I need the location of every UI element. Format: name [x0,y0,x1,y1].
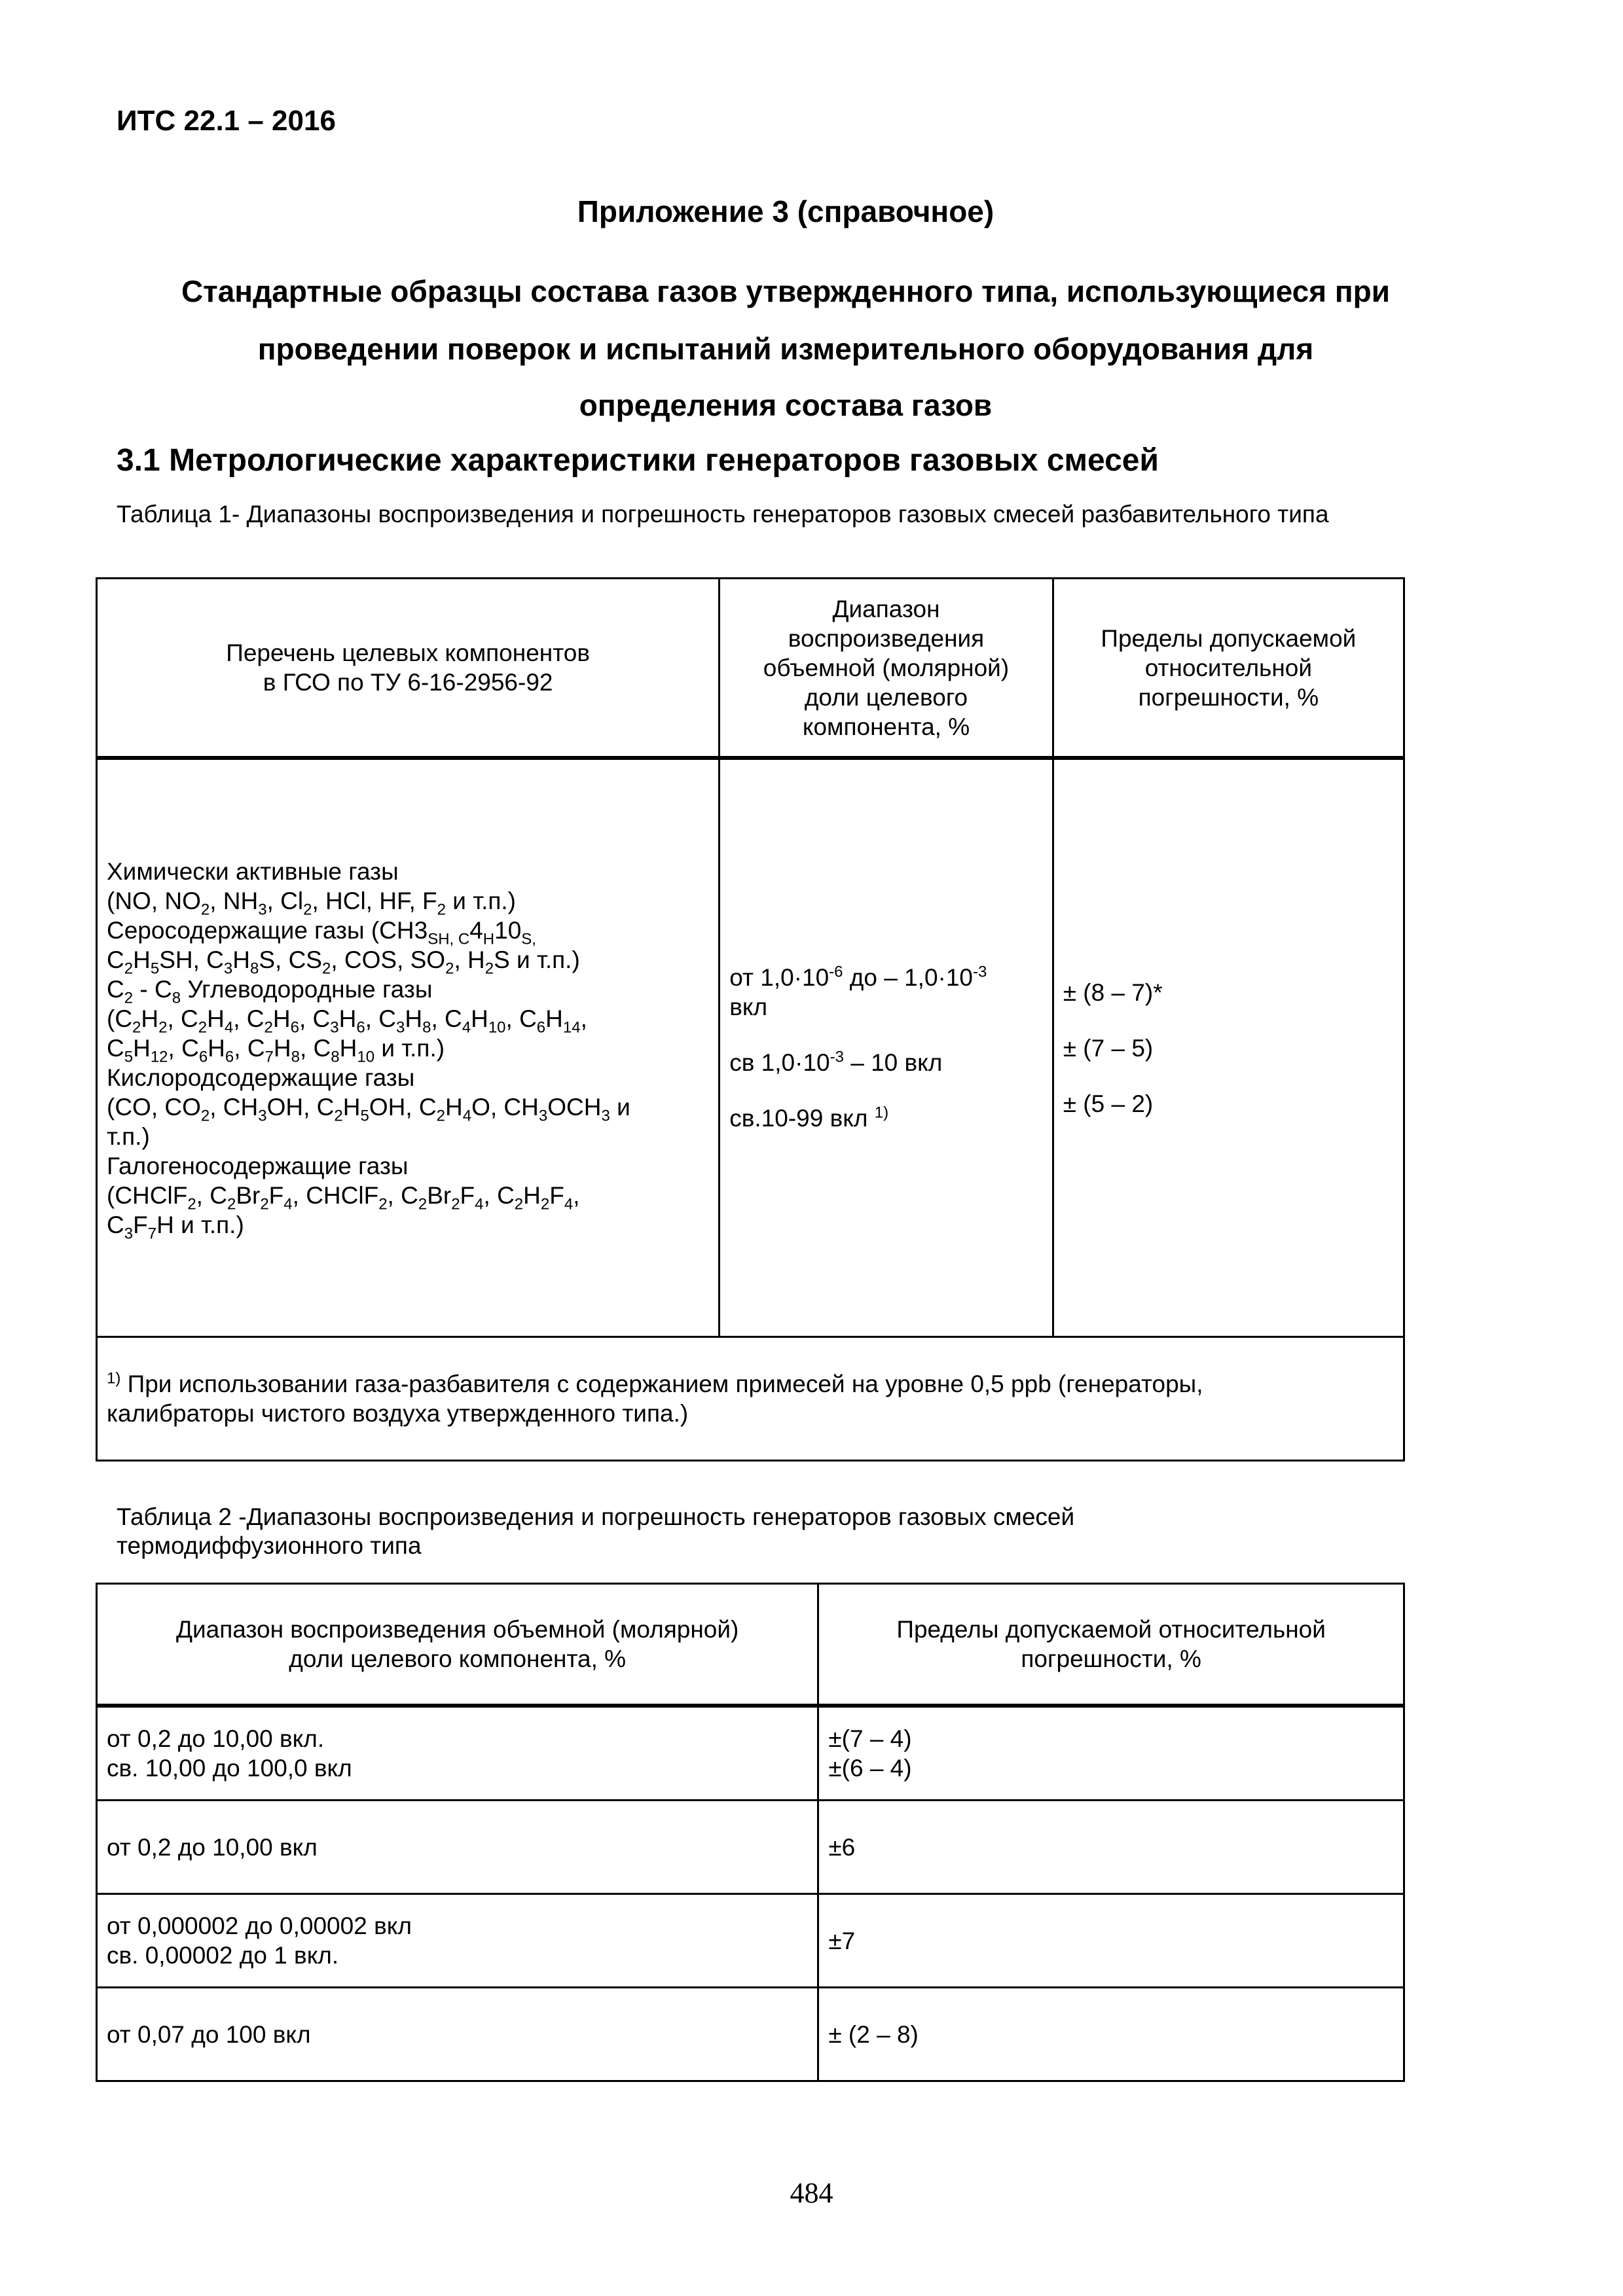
error-cell [818,1706,1404,1801]
header-line: воспроизведения [788,624,985,652]
formula-text: и [610,1093,630,1121]
halogen-list-2 [107,1210,709,1240]
spacer [729,1022,1042,1048]
error-line: ±7 [828,1927,856,1954]
formula-text: H [133,1034,151,1062]
section-heading: 3.1 Метрологические характеристики генераторов газовых смесей [117,443,1159,478]
error-cell [818,1894,1404,1988]
formula-text: H [232,946,250,973]
formula-text: F [549,1181,564,1209]
hydrocarbon-list-1 [107,1004,709,1036]
header-line: Диапазон [832,595,940,622]
formula-text: S и т.п.) [494,946,580,973]
subscript: 14 [562,1018,581,1036]
range-1-line-2: вкл [729,994,768,1020]
header-line: доли целевого компонента, % [289,1645,627,1672]
range-cell [97,1801,818,1894]
page-number: 484 [790,2177,833,2209]
sulfur-line-1 [107,916,709,948]
formula-text: OCH [547,1093,602,1121]
range-cell [97,1988,818,2081]
header-line: Пределы допускаемой [1101,624,1357,652]
formula-text: F [460,1181,475,1209]
subscript: 8 [422,1018,431,1036]
table1-header-error [1053,579,1404,759]
formula-text: , H [454,946,485,973]
subscript: 2 [187,1194,196,1213]
header-line: объемной (молярной) [763,654,1010,681]
subscript: 5 [360,1106,369,1124]
subscript: 10 [357,1047,375,1066]
subscript: 2 [200,900,210,918]
footnote-text: При использовании газа-разбавителя с содержанием примесей на уровне 0,5 ppb (генераторы, [120,1371,1203,1397]
spacer [1063,1007,1394,1033]
header-line: доли целевого [804,683,968,711]
subscript: 4 [564,1194,574,1213]
formula-text: H [445,1093,463,1121]
subscript: 4 [224,1018,234,1036]
exponent: -3 [973,963,987,981]
range-line: от 0,2 до 10,00 вкл [107,1833,318,1861]
subscript: 3 [223,959,233,977]
error-cell [818,1801,1404,1894]
range-text: св 1,0·10 [729,1049,830,1076]
subscript: 2 [334,1106,343,1124]
subscript: 2 [124,959,134,977]
table-row [97,1801,1404,1894]
formula-text: F [268,1181,284,1209]
subscript: 3 [330,1018,339,1036]
subscript: 2 [132,1018,141,1036]
subscript: 2 [321,959,331,977]
subscript: 10 [488,1018,506,1036]
formula-text: F [133,1211,148,1238]
error-cell [1053,758,1404,1337]
formula-text: , C [387,1181,418,1209]
main-title-line-2: проведении поверок и испытаний измерительного оборудования для [257,332,1314,366]
table1-header-row [97,579,1404,759]
table2-caption: Таблица 2 -Диапазоны воспроизведения и погрешность генераторов газовых смесей термодиффузионного типа [117,1503,1075,1559]
formula-text: H [338,1005,357,1032]
subscript: 7 [147,1224,157,1242]
exponent: -6 [829,963,843,981]
formula-text: , C [505,1005,537,1032]
table2-header-range [97,1584,818,1706]
table1-caption: Таблица 1- Диапазоны воспроизведения и погрешность генераторов газовых смесей разбавительного типа [117,501,1329,528]
table1-body-row [97,758,1404,1337]
table-row [97,1988,1404,2081]
formula-text: , C [365,1005,396,1032]
formula-text: Углеводородные газы [181,975,433,1003]
formula-text: H [133,946,151,973]
error-line: ± (2 – 8) [828,2020,919,2048]
main-title-line-3: определения состава газов [579,388,993,422]
subscript: 3 [395,1018,405,1036]
error-cell [818,1988,1404,2081]
formula-text: OH, C [369,1093,437,1121]
subscript: 3 [258,1106,267,1124]
subscript: 3 [124,1224,134,1242]
table1-footnote-row [97,1337,1404,1461]
range-cell [97,1894,818,1988]
appendix-title: Приложение 3 (справочное) [577,194,994,228]
subscript: 2 [303,900,312,918]
formula-text: , C [299,1005,331,1032]
formula-text: H [141,1005,159,1032]
halogen-label: Галогеносодержащие газы [107,1152,409,1179]
error-2: ± (7 – 5) [1063,1034,1154,1062]
formula-text: Br [427,1181,452,1209]
table2 [96,1583,1405,2082]
range-cell [720,758,1053,1337]
formula-text: S, CS [259,946,322,973]
subscript: 6 [225,1047,234,1066]
formula-text: H [339,1034,357,1062]
formula-text: OH, C [266,1093,335,1121]
subscript: 5 [124,1047,134,1066]
range-cell [97,1706,818,1801]
table1-header-components [97,579,720,759]
subscript: S, [521,929,536,948]
formula-text: H [273,1034,291,1062]
formula-text: H [342,1093,361,1121]
halogen-list-1 [107,1181,709,1213]
formula-text: H [208,1034,225,1062]
table-row [97,1894,1404,1988]
formula-text: H [207,1005,225,1032]
document-code: ИТС 22.1 – 2016 [117,105,336,137]
subscript: 2 [514,1194,524,1213]
formula-text: , NH [210,887,259,914]
formula-text: , C [168,1034,199,1062]
subscript: 12 [150,1047,168,1066]
subscript: SH, C [428,929,470,948]
subscript: 6 [290,1018,299,1036]
subscript: 4 [283,1194,293,1213]
formula-text: C [107,1211,124,1238]
subscript: 3 [601,1106,610,1124]
range-line: св. 10,00 до 100,0 вкл [107,1755,352,1782]
subscript: 8 [291,1047,300,1066]
range-line: от 0,000002 до 0,00002 вкл [107,1912,412,1939]
sulfur-label: Серосодержащие газы (CH [107,916,414,944]
formula-text: , Cl [266,887,304,914]
subscript: 6 [536,1018,546,1036]
footnote-mark: 1) [107,1369,121,1388]
subscript: 8 [249,959,259,977]
subscript: 4 [462,1106,472,1124]
formula-text: , HCl, HF, F [312,887,437,914]
formula-text: , C [483,1181,515,1209]
header-line: Диапазон воспроизведения объемной (молярной) [175,1616,739,1643]
range-line: от 0,07 до 100 вкл [107,2020,311,2048]
formula-text: H [523,1181,541,1209]
formula-text: - C [133,975,172,1003]
subscript: 5 [150,959,160,977]
formula-text: , CH [210,1093,259,1121]
error-3: ± (5 – 2) [1063,1090,1154,1117]
component-list [97,758,720,1337]
spacer [1063,1063,1394,1089]
chem-active-list [107,886,709,916]
formula-text: , C [167,1005,198,1032]
formula-text: H и т.п.) [156,1211,244,1238]
formula-text: , [580,1005,587,1032]
formula-text: SH, C [159,946,224,973]
formula-text: 10 [494,916,522,944]
footnote-line-2: калибраторы чистого воздуха утвержденного типа.) [107,1400,689,1427]
sulfur-line-2 [107,945,709,975]
subscript: 2 [200,1106,210,1124]
table1-header-range [720,579,1053,759]
range-1-line-1 [729,963,1042,992]
table1-footnote [97,1337,1404,1461]
table2-header-row [97,1584,1404,1706]
header-line: погрешности, % [1021,1645,1201,1672]
formula-text: (CHClF [107,1181,188,1209]
formula-text: H [471,1005,488,1032]
chem-active-label: Химически активные газы [107,857,399,885]
footnote-ref: 1) [874,1103,889,1122]
oxygen-tail: т.п.) [107,1122,150,1150]
formula-text: 3 [414,916,428,944]
formula-text: , C [431,1005,462,1032]
subscript: 6 [198,1047,208,1066]
subscript: 2 [484,959,494,977]
subscript: 2 [540,1194,550,1213]
formula-text: 4 [469,916,483,944]
formula-text: и т.п.) [446,887,516,914]
header-line: в ГСО по ТУ 6-16-2956-92 [263,669,553,696]
formula-text: H [272,1005,291,1032]
subscript: 7 [264,1047,274,1066]
formula-text: H [405,1005,423,1032]
subscript: 3 [258,900,267,918]
formula-text: , C [300,1034,331,1062]
subscript: 2 [418,1194,428,1213]
formula-text: Br [236,1181,261,1209]
range-text: от 1,0·10 [729,964,830,991]
formula-text: , C [234,1034,265,1062]
oxygen-list [107,1092,709,1122]
formula-text: (C [107,1005,133,1032]
subscript: 3 [538,1106,548,1124]
header-line: погрешности, % [1138,683,1319,711]
subscript: 2 [445,959,454,977]
sulfur-tail [414,916,536,948]
subscript: 2 [436,1106,445,1124]
error-line: ±(6 – 4) [828,1755,912,1782]
formula-text: , C [233,1005,264,1032]
error-1: ± (8 – 7)* [1063,978,1163,1006]
header-line: компонента, % [802,713,970,740]
formula-text: и т.п.) [374,1034,445,1062]
range-3 [729,1103,1042,1133]
header-line: Перечень целевых компонентов [226,639,590,666]
range-2 [729,1048,1042,1077]
range-text: – 10 вкл [843,1049,943,1076]
oxygen-label: Кислородсодержащие газы [107,1064,415,1091]
range-line: св. 0,00002 до 1 вкл. [107,1942,339,1969]
subscript: 2 [378,1194,388,1213]
main-title-line-1: Стандартные образцы состава газов утвержденного типа, использующиеся при [181,274,1391,308]
subscript: 6 [356,1018,365,1036]
exponent: -3 [830,1048,844,1066]
formula-text: , CHClF [292,1181,379,1209]
footnote-line-1 [107,1369,1394,1399]
formula-text: , [573,1181,580,1209]
error-line: ±6 [828,1833,856,1861]
hydrocarbon-label [107,975,709,1007]
subscript: 2 [260,1194,269,1213]
subscript: 2 [124,988,134,1007]
range-text: св.10-99 вкл [729,1105,875,1132]
range-line: от 0,2 до 10,00 вкл. [107,1725,325,1752]
subscript: 2 [451,1194,460,1213]
subscript: 2 [264,1018,273,1036]
header-line: относительной [1144,654,1313,681]
subscript: 2 [158,1018,168,1036]
error-line: ±(7 – 4) [828,1725,912,1752]
subscript: 4 [462,1018,471,1036]
subscript: 2 [437,900,446,918]
table1 [96,577,1405,1462]
table2-header-error [818,1584,1404,1706]
formula-text: H [545,1005,563,1032]
subscript: 4 [475,1194,484,1213]
subscript: 8 [331,1047,340,1066]
formula-text: , C [196,1181,227,1209]
formula-text: C [107,946,124,973]
spacer [729,1077,1042,1103]
header-line: Пределы допускаемой относительной [896,1616,1326,1643]
table-row [97,1706,1404,1801]
formula-text: O, CH [471,1093,539,1121]
formula-text: C [107,975,124,1003]
formula-text: C [107,1034,124,1062]
subscript: 2 [227,1194,236,1213]
range-text: до – 1,0·10 [843,964,973,991]
subscript: H [483,929,495,948]
subscript: 2 [198,1018,208,1036]
formula-text: , COS, SO [331,946,446,973]
subscript: 8 [172,988,181,1007]
formula-text: (CO, CO [107,1093,201,1121]
formula-text: (NO, NO [107,887,201,914]
hydrocarbon-list-2 [107,1033,709,1066]
